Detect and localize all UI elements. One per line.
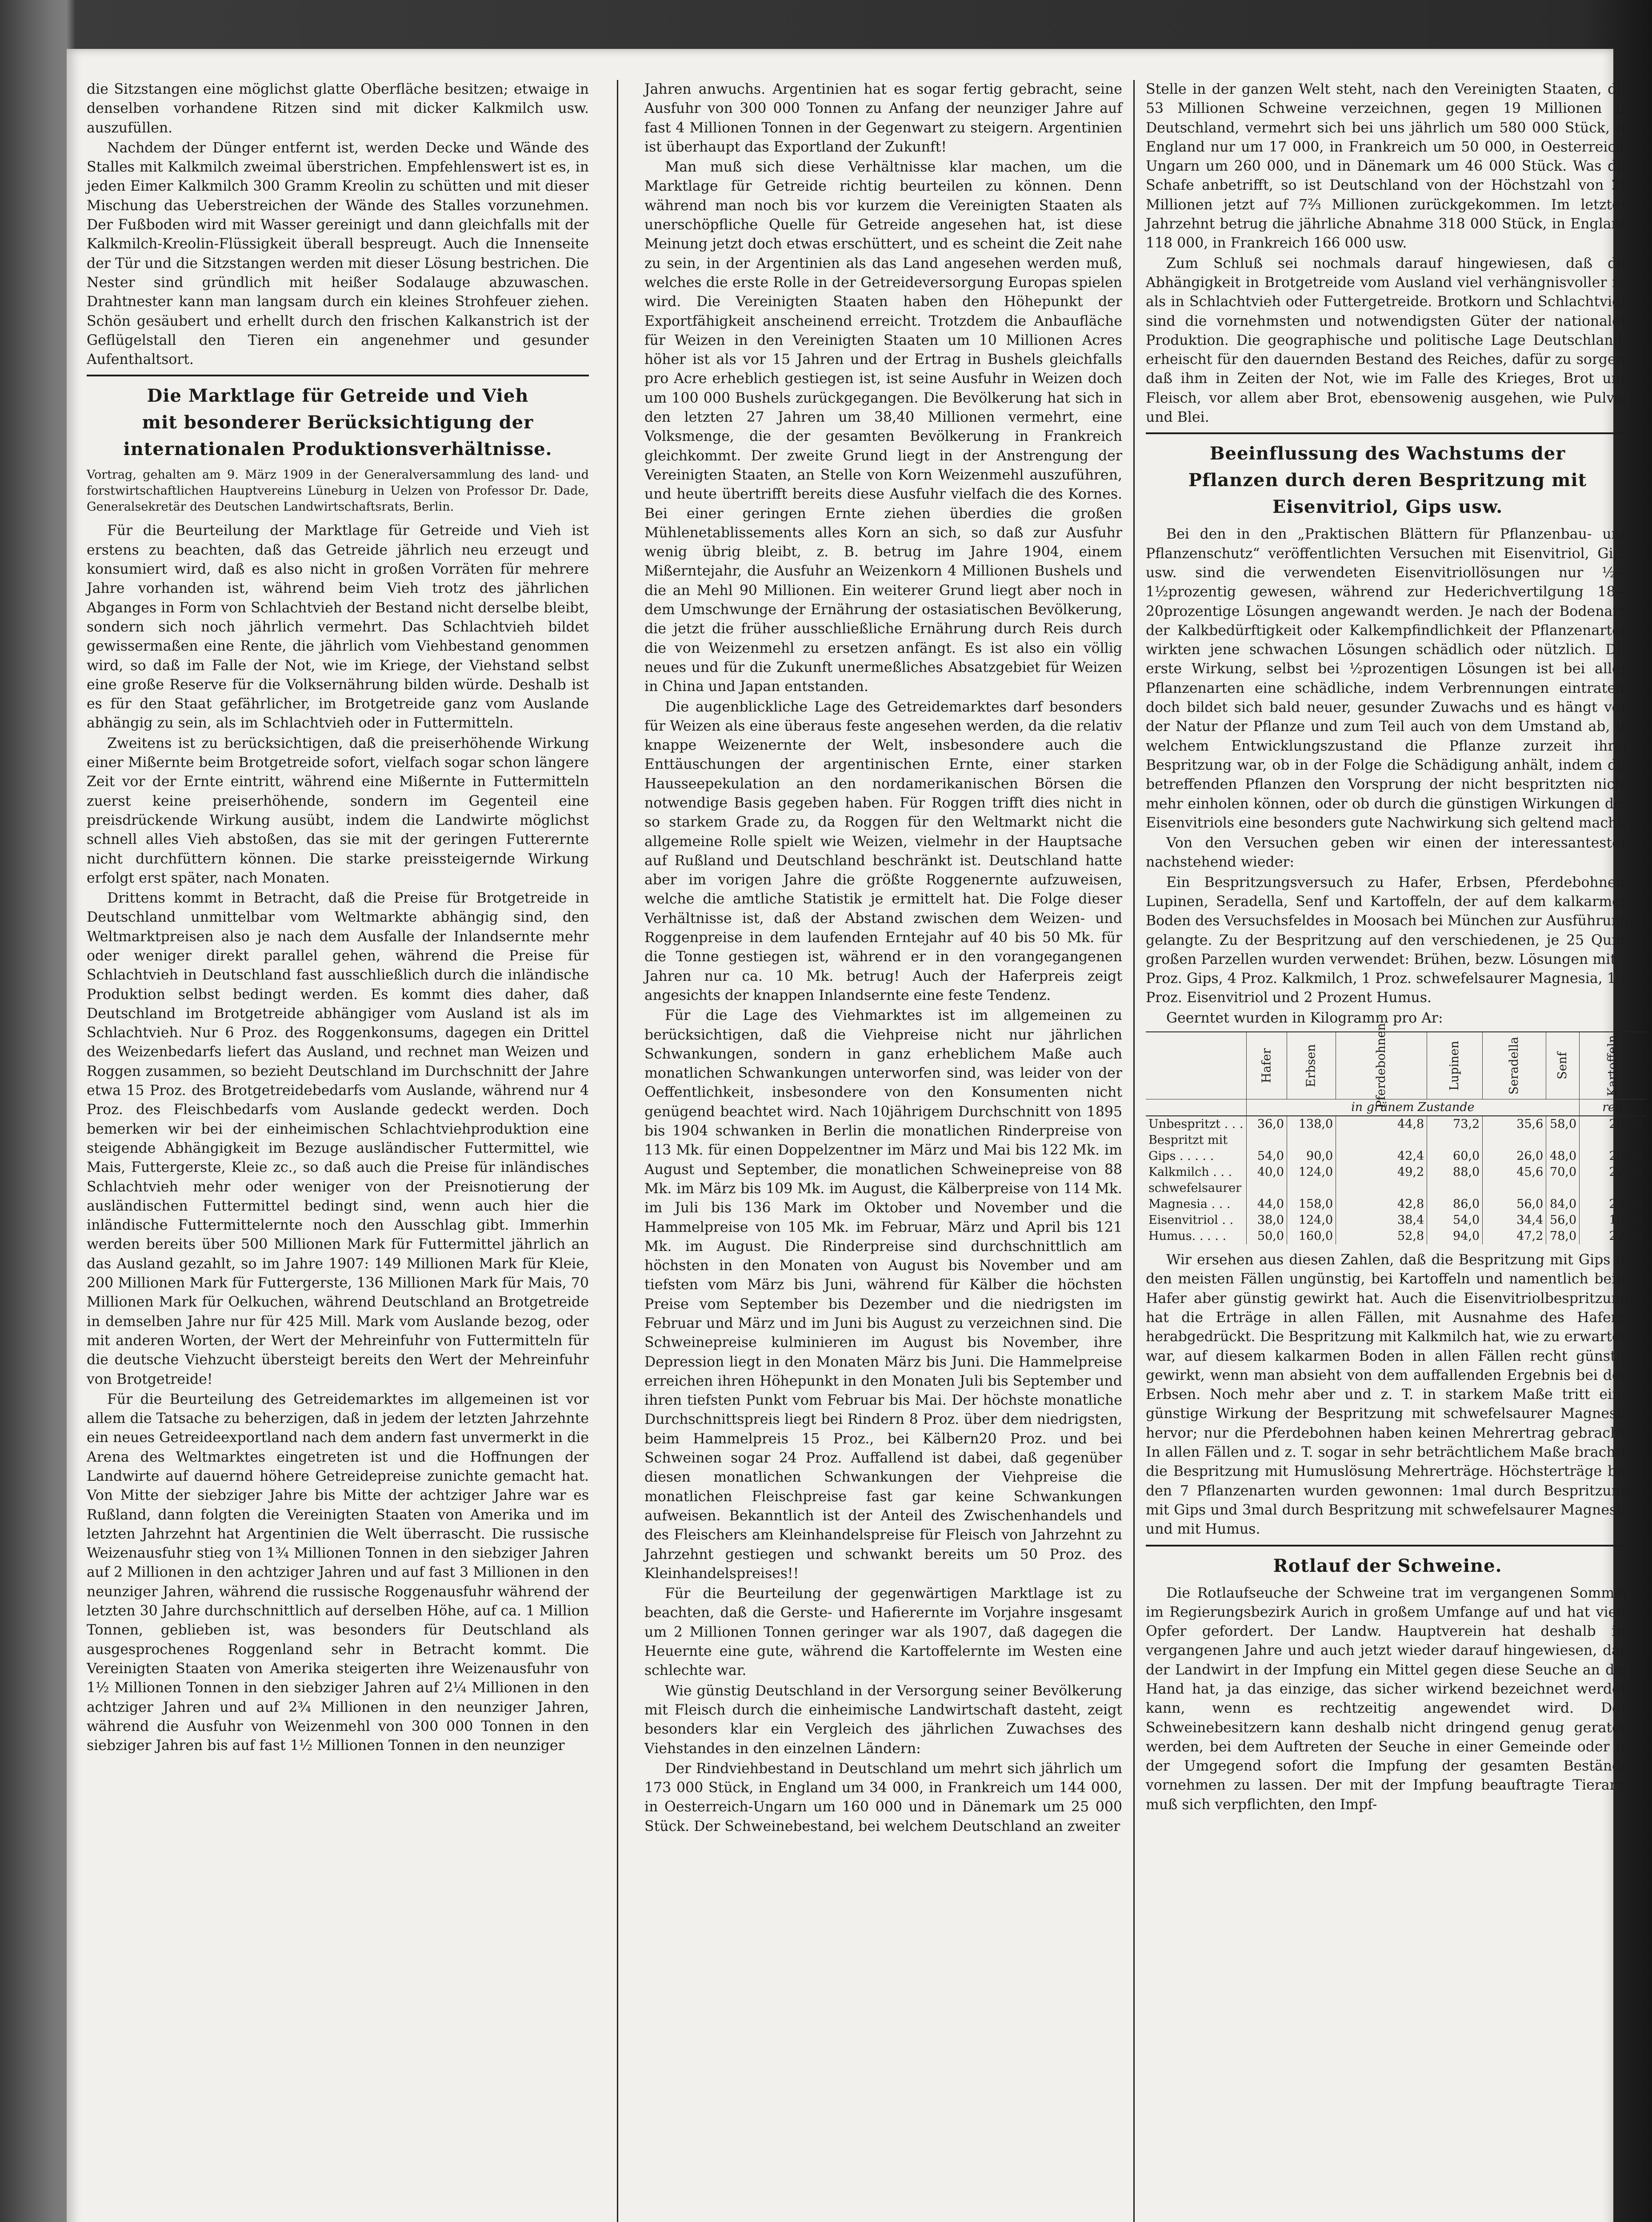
table-cell: 50,0 xyxy=(1246,1228,1287,1244)
table-corner xyxy=(1146,1099,1246,1116)
paragraph: Für die Beurteilung des Getreidemarktes im allgemeinen ist vor allem die Tatsache zu beherzigen, daß in jedem der letzten Jahrzehnte ein neues Getreideexportland nach dem andern fast unvermerkt in die Arena des Weltmarktes eingetreten ist und die Hoffnungen der Landwirte auf dauernd höhere Getreidepreise zunichte gemacht hat. Von Mitte der siebziger Jahre bis Mitte der achtziger Jahre war es Rußland, dann folgten die Vereinigten Staaten von Amerika und im letzten Jahrzehnt hat Argentinien die Welt überrascht. Die russische Weizenausfuhr stieg von 1¾ Millionen Tonnen in den siebziger Jahren auf 2 Millionen in den achtziger Jahren und auf fast 3 Millionen in den neunziger Jahren, während die russische Roggenausfuhr während der letzten 30 Jahre durchschnittlich auf derselben Höhe, auf ca. 1 Million Tonnen, geblieben ist, was besonders für Deutschland als ausgesprochenes Roggenland sehr in Betracht kommt. Die Vereinigten Staaten von Amerika steigerten ihre Weizenausfuhr von 1½ Millionen Tonnen in den siebziger Jahren auf 2¼ Millionen in den achtziger Jahren und auf 2¾ Millionen in den neunziger Jahren, während die Ausfuhr von Weizenmehl von 300 000 Tonnen in den siebziger Jahren bis auf fast 1½ Millionen Tonnen in den neunziger xyxy=(87,1391,589,1754)
table-cell: 45,6 xyxy=(1483,1164,1546,1180)
table-cell xyxy=(1580,1180,1646,1196)
table-row xyxy=(1146,1132,1646,1148)
article-title-rotlauf: Rotlauf der Schweine. xyxy=(1273,1555,1502,1576)
table-cell: 90,0 xyxy=(1287,1148,1336,1164)
table-cell xyxy=(1246,1132,1287,1148)
table-cell xyxy=(1336,1180,1427,1196)
table-cell: 88,0 xyxy=(1427,1164,1483,1180)
article-title-marktlage xyxy=(87,383,589,463)
paragraph: Jahren anwuchs. Argentinien hat es sogar fertig gebracht, seine Ausfuhr von 300 000 Tonnen zu Anfang der neunziger Jahre auf fast 4 Millionen Tonnen in der Gegenwart zu steigern. Argentinien ist überhaupt das Exportland der Zukunft! xyxy=(644,81,1122,155)
table-cell: 158,0 xyxy=(1287,1196,1336,1212)
table-cell: 42,8 xyxy=(1336,1196,1427,1212)
table-subheader-row xyxy=(1146,1099,1646,1116)
paragraph: Von den Versuchen geben wir einen der interessantesten nachstehend wieder: xyxy=(1146,835,1629,871)
table-cell: 38,0 xyxy=(1246,1212,1287,1228)
paragraph: Bei den in den „Praktischen Blättern für Pflanzenbau- und Pflanzenschutz“ veröffentlichten Versuchen mit Eisenvitriol, Gips usw. sind die verwendeten Eisenvitriollösungen nur ½—1½prozentig gewesen, während zur Hederichvertilgung 18—20prozentige Lösungen angewandt werden. Je nach der Bodenart, der Kalkbedürftigkeit oder Kalkempfindlichkeit der Pflanzenarten wirkten jene schwachen Lösungen schädlich oder nützlich. Die erste Wirkung, selbst bei ½prozentigen Lösungen ist bei allen Pflanzenarten eine schädliche, indem Verbrennungen eintraten; doch bildet sich bald neuer, gesunder Zuwachs und es hängt von der Natur der Pflanze und zum Teil auch von dem Umstand ab, in welchem Entwicklungszustand die Pflanze zurzeit ihrer Bespritzung war, ob in der Folge die Schädigung anhält, indem die betreffenden Pflanzen den Vorsprung der nicht bespritzten nicht mehr einholen können, oder ob durch die günstigen Wirkungen des Eisenvitriols eine besonders gute Nachwirkung sich geltend macht. xyxy=(1146,526,1629,831)
table-cell: 44,8 xyxy=(1336,1116,1427,1132)
table-cell: 47,2 xyxy=(1483,1228,1546,1244)
table-cell: 60,0 xyxy=(1427,1148,1483,1164)
table-cell: 58,0 xyxy=(1546,1116,1580,1132)
table-cell: 36,0 xyxy=(1246,1116,1287,1132)
row-label: Bespritzt mit xyxy=(1148,1133,1228,1147)
table-row xyxy=(1146,1228,1646,1244)
table-cell: 56,0 xyxy=(1546,1212,1580,1228)
headline-line: Beeinflussung des Wachstums der xyxy=(1209,443,1566,464)
paragraph: Drittens kommt in Betracht, daß die Preise für Brotgetreide in Deutschland unmittelbar vom Weltmarkte abhängig sind, den Weltmarktpreisen also je nach dem Ausfalle der Inlandsernte mehr oder weniger direkt parallel gehen, während die Preise für Schlachtvieh in Deutschland fast ausschließlich durch die inländische Produktion selbst bedingt werden. Es kommt dies daher, daß Deutschland im Brotgetreide abhängiger vom Ausland ist als im Schlachtvieh. Nur 6 Proz. des Roggenkonsums, dagegen ein Drittel des Weizenbedarfs liefert das Ausland, und rechnet man Weizen und Roggen zusammen, so bezieht Deutschland im Durchschnitt der Jahre etwa 15 Proz. des Brotgetreidebedarfs vom Auslande, während nur 4 Proz. des Fleischbedarfs vom Auslande gedeckt werden. Doch bemerken wir bei der einheimischen Schlachtviehproduktion eine steigende Abhängigkeit im Bezuge ausländischer Futtermittel, wie Mais, Futtergerste, Kleie zc., so daß auch die Preise für inländisches Schlachtvieh mehr oder weniger von der Preisnotierung der ausländischen Futtermittel bedingt sind, wenn auch hier die inländische Futtermittelernte noch den Ausschlag gibt. Immerhin werden bereits über 500 Millionen Mark für Futtermittel jährlich an das Ausland gezahlt, so im Jahre 1907: 149 Millionen Mark für Kleie, 200 Millionen Mark für Futtergerste, 136 Millionen Mark für Mais, 70 Millionen Mark für Oelkuchen, während Deutschland an Brotgetreide in demselben Jahre nur für 425 Mill. Mark vom Auslande bezog, oder mit anderen Worten, der Wert der Mehreinfuhr von Futtermitteln für die deutsche Viehzucht übersteigt bereits den Wert der Mehreinfuhr von Brotgetreide! xyxy=(87,890,589,1387)
paragraph: Geerntet wurden in Kilogramm pro Ar: xyxy=(1166,1010,1443,1026)
right-column xyxy=(1146,80,1644,1815)
table-cell: 70,0 xyxy=(1546,1164,1580,1180)
row-label: Gips . . . . . xyxy=(1148,1149,1214,1163)
table-cell: 35,6 xyxy=(1483,1116,1546,1132)
table-cell: 124,0 xyxy=(1287,1164,1336,1180)
paragraph: Die augenblickliche Lage des Getreidemarktes darf besonders für Weizen als eine überaus feste angesehen werden, da die relativ knappe Weizenernte der Welt, insbesondere auch die Enttäuschungen der argentinischen Ernte, einer starken Hausseepekulation an den nordamerikanischen Börsen die notwendige Basis gegeben haben. Für Roggen trifft dies nicht in so starkem Grade zu, da Roggen für den Weltmarkt nicht die allgemeine Rolle spielt wie Weizen, vielmehr in der Hauptsache auf Rußland und Deutschland beschränkt ist. Deutschland hatte aber im vorigen Jahre die größte Roggenernte aufzuweisen, welche die amtliche Statistik je ermittelt hat. Die Folge dieser Verhältnisse ist, daß der Abstand zwischen dem Weizen- und Roggenpreise in dem laufenden Erntejahr auf 40 bis 50 Mk. für die Tonne gestiegen ist, während er in den vorangegangenen Jahren nur ca. 10 Mk. betrug! Auch der Haferpreis zeigt angesichts der knappen Inlandsernte eine feste Tendenz. xyxy=(644,699,1122,1003)
table-corner xyxy=(1146,1032,1246,1099)
table-row xyxy=(1146,1164,1646,1180)
table-cell: 48,0 xyxy=(1546,1148,1580,1164)
column-header: Seradella xyxy=(1483,1032,1546,1099)
headline-line: Die Marktlage für Getreide und Vieh xyxy=(147,385,529,407)
table-cell: 226,0 xyxy=(1580,1164,1646,1180)
table-cell: 38,4 xyxy=(1336,1212,1427,1228)
column-header: Hafer xyxy=(1246,1032,1287,1099)
row-label: Kalkmilch . . . xyxy=(1148,1165,1232,1179)
table-cell xyxy=(1427,1180,1483,1196)
table-cell xyxy=(1546,1180,1580,1196)
paragraph: Zum Schluß sei nochmals darauf hingewiesen, daß die Abhängigkeit in Brotgetreide vom Ausland viel verhängnisvoller ist als in Schlachtvieh oder Futtergetreide. Brotkorn und Schlachtvieh sind die vornehmsten und notwendigsten Güter der nationalen Produktion. Die geographische und politische Lage Deutschlands erheischt für den dauernden Bestand des Reiches, dafür zu sorgen, daß ihm in Zeiten der Not, wie im Falle des Krieges, Brot und Fleisch, vor allem aber Brot, ebensowenig ausgehen, wie Pulver und Blei. xyxy=(1146,255,1629,426)
table-cell: 160,0 xyxy=(1287,1228,1336,1244)
column-header: Senf xyxy=(1546,1032,1580,1099)
paragraph: Für die Lage des Viehmarktes ist im allgemeinen zu berücksichtigen, daß die Viehpreise nicht nur jährlichen Schwankungen, sondern in ganz erheblichem Maße auch monatlichen Schwankungen unterworfen sind, was leider von der Oeffentlichkeit, insbesondere von den Konsumenten nicht genügend beachtet wird. Nach 10jährigem Durchschnitt von 1895 bis 1904 schwanken in Berlin die monatlichen Rinderpreise von 113 Mk. für einen Doppelzentner im März und Mai bis 122 Mk. im August und September, die monatlichen Schweinepreise von 88 Mk. im März bis 109 Mk. im August, die Kälberpreise von 114 Mk. im Juli bis 136 Mark im Oktober und November und die Hammelpreise von 105 Mk. im Februar, März und April bis 121 Mk. im August. Die Rinderpreise sind durchschnittlich am höchsten in den Monaten von August bis November und am tiefsten vom März bis Juni, während für Kälber die höchsten Preise vom September bis Dezember und die niedrigsten im Februar und März und im Juni bis August zu verzeichnen sind. Die Schweinepreise kulminieren im August bis November, ihre Depression liegt in den Monaten März bis Juni. Die Hammelpreise erreichen ihren Höhepunkt in den Monaten Juli bis September und ihren tiefsten Punkt vom Februar bis Mai. Der höchste monatliche Durchschnittspreis liegt bei Rindern 8 Proz. über dem niedrigsten, beim Hammelpreis 15 Proz., bei Kälbern20 Proz. und bei Schweinen sogar 24 Proz. Auffallend ist dabei, daß gegenüber diesen monatlichen Schwankungen der Viehpreise die monatlichen Fleischpreise fast gar keine Schwankungen aufweisen. Bekanntlich ist der Anteil des Zwischenhandels und des Fleischers am Kleinhandelspreise für Fleisch von Jahrzehnt zu Jahrzehnt gestiegen und schwankt bereits um 50 Proz. des Kleinhandelspreises!! xyxy=(644,1007,1122,1582)
column-header: Erbsen xyxy=(1287,1032,1336,1099)
table-row xyxy=(1146,1148,1646,1164)
table-cell: 222,0 xyxy=(1580,1228,1646,1244)
paragraph: Ein Bespritzungsversuch zu Hafer, Erbsen, Pferdebohnen, Lupinen, Seradella, Senf und Kartoffeln, der auf dem kalkarmen Boden des Versuchsfeldes in Moosach bei München zur Ausführung gelangte. Zu der Bespritzung auf den verschiedenen, je 25 Qum. großen Parzellen wurden verwendet: Brühen, bezw. Lösungen mit 2 Proz. Gips, 4 Proz. Kalkmilch, 1 Proz. schwefelsaurer Magnesia, 1,5 Proz. Eisenvitriol und 2 Prozent Humus. xyxy=(1146,874,1629,1006)
row-label: schwefelsaurer xyxy=(1148,1181,1242,1195)
table-row xyxy=(1146,1196,1646,1212)
row-label: Humus. . . . . xyxy=(1148,1229,1227,1243)
paragraph: Die Rotlaufseuche der Schweine trat im vergangenen Sommer im Regierungsbezirk Aurich in großem Umfange auf und hat viele Opfer gefordert. Der Landw. Hauptverein hat deshalb im vergangenen Jahre und auch jetzt wieder darauf hingewiesen, daß der Landwirt in der Impfung ein Mittel gegen diese Seuche an der Hand hat, ja das einzige, das sicher wirkend bezeichnet werden kann, wenn es rechtzeitig angewendet wird. Den Schweinebesitzern kann deshalb nicht dringend genug geraten werden, bei dem Auftreten der Seuche in einer Gemeinde oder in der Umgegend sofort die Impfung der gesamten Bestände vornehmen zu lassen. Der mit der Impfung beauftragte Tierarzt muß sich verpflichten, den Impf- xyxy=(1146,1585,1629,1813)
article-title-eisenvitriol xyxy=(1146,440,1629,520)
table-cell: 190,0 xyxy=(1580,1212,1646,1228)
table-cell xyxy=(1483,1180,1546,1196)
headline-line: Pflanzen durch deren Bespritzung mit xyxy=(1188,470,1587,491)
table-cell xyxy=(1580,1132,1646,1148)
table-cell: 54,0 xyxy=(1427,1212,1483,1228)
paragraph: Für die Beurteilung der Marktlage für Getreide und Vieh ist erstens zu beachten, daß das Getreide jährlich neu erzeugt und konsumiert wird, daß es also nicht in großen Vorräten für mehrere Jahre vorhanden ist, während beim Vieh trotz des jährlichen Abganges in Form von Schlachtvieh der Bestand nicht derselbe bleibt, sondern sich noch jährlich vermehrt. Das Schlachtvieh bildet gewissermaßen eine Rente, die jährlich vom Viehbestand genommen wird, so daß im Falle der Not, wie im Kriege, der Viehstand selbst eine große Reserve für die Volksernährung bilden würde. Deshalb ist es für den Staat gefährlicher, im Brotgetreide ganz vom Auslande abhängig zu sein, als im Schlachtvieh oder in Futtermitteln. xyxy=(87,523,589,731)
table-cell: 49,2 xyxy=(1336,1164,1427,1180)
row-label: Eisenvitriol . . xyxy=(1148,1213,1234,1227)
row-label: Magnesia . . . xyxy=(1148,1197,1231,1211)
table-cell: 40,0 xyxy=(1246,1164,1287,1180)
harvest-table xyxy=(1146,1023,1646,1244)
article-note: Vortrag, gehalten am 9. März 1909 in der Generalversammlung des land- und forstwirtschaftlichen Hauptvereins Lüneburg in Uelzen von Professor Dr. Dade, Generalsekretär des Deutschen Landwirtschaftsrats, Berlin. xyxy=(87,468,589,514)
section-rule xyxy=(1146,1545,1629,1547)
table-cell xyxy=(1287,1132,1336,1148)
subheader-ripe: reif xyxy=(1580,1099,1646,1116)
section-rule xyxy=(87,375,589,376)
table-cell: 34,4 xyxy=(1483,1212,1546,1228)
paragraph: Man muß sich diese Verhältnisse klar machen, um die Marktlage für Getreide richtig beurteilen zu können. Denn während man noch bis vor kurzem die Vereinigten Staaten als unerschöpfliche Quelle für Getreide angesehen hat, ist diese Meinung jetzt doch etwas erschüttert, und es scheint die Zeit nahe zu sein, in der Argentinien als das Land angesehen werden muß, welches die erste Rolle in der Getreideversorgung Europas spielen wird. Die Vereinigten Staaten haben den Höhepunkt der Exportfähigkeit anscheinend erreicht. Trotzdem die Anbaufläche für Weizen in den Vereinigten Staaten um 10 Millionen Acres höher ist als vor 15 Jahren und der Ertrag in Bushels gleichfalls pro Acre erheblich gestiegen ist, ist seine Ausfuhr in Weizen doch um 100 000 Bushels zurückgegangen. Die Bevölkerung hat sich in den letzten 27 Jahren um 38,40 Millionen vermehrt, eine Volksmenge, die der gesamten Bevölkerung in Frankreich gleichkommt. Der zweite Grund liegt in der Anstrengung der Vereinigten Staaten, an Stelle von Korn Weizenmehl auszuführen, und heute übertrifft bereits diese Ausfuhr vielfach die des Kornes. Bei einer geringen Ernte ziehen überdies die großen Mühlenetablissements alles Korn an sich, so daß zur Ausfuhr wenig übrig bleibt, z. B. betrug im Jahre 1904, einem Mißerntejahr, die Ausfuhr an Weizenkorn 4 Millionen Bushels und die an Mehl 90 Millionen. Ein weiterer Grund liegt aber noch in dem Umschwunge der Ernährung der ostasiatischen Bevölkerung, die jetzt die früher ausschließliche Ernährung durch Reis durch die von Weizenmehl zu ersetzen anfängt. Es ist also ein völlig neues und für die Zukunft unermeßliches Absatzgebiet für Weizen in China und Japan entstanden. xyxy=(644,159,1122,695)
table-cell xyxy=(1287,1180,1336,1196)
table-cell: 54,0 xyxy=(1246,1148,1287,1164)
left-column xyxy=(87,80,589,1756)
table-cell: 52,8 xyxy=(1336,1228,1427,1244)
table-cell: 94,0 xyxy=(1427,1228,1483,1244)
subheader-green: in grünem Zustande xyxy=(1246,1099,1580,1116)
table-cell: 26,0 xyxy=(1483,1148,1546,1164)
section-rule xyxy=(1146,432,1629,434)
paragraph: Wie günstig Deutschland in der Versorgung seiner Bevölkerung mit Fleisch durch die einheimische Landwirtschaft dasteht, zeigt besonders klar ein Vergleich des jährlichen Zuwachses des Viehstandes in den einzelnen Ländern: xyxy=(644,1682,1122,1757)
table-cell: 206,0 xyxy=(1580,1116,1646,1132)
table-cell: 138,0 xyxy=(1287,1116,1336,1132)
table-cell xyxy=(1546,1132,1580,1148)
row-label: Unbespritzt . . . xyxy=(1148,1117,1244,1131)
table-cell xyxy=(1483,1132,1546,1148)
column-rule-right xyxy=(1133,80,1135,2222)
column-rule-left xyxy=(617,80,618,2222)
table-cell: 56,0 xyxy=(1483,1196,1546,1212)
paragraph: Stelle in der ganzen Welt steht, nach den Vereinigten Staaten, die 53 Millionen Schweine verzeichnen, gegen 19 Millionen in Deutschland, vermehrt sich bei uns jährlich um 580 000 Stück, in England nur um 17 000, in Frankreich um 50 000, in Oesterreich-Ungarn um 260 000, und in Dänemark um 46 000 Stück. Was die Schafe anbetrifft, so ist Deutschland von der Höchstzahl von 28 Millionen jetzt auf 7⅔ Millionen zurückgekommen. Im letzten Jahrzehnt betrug die jährliche Abnahme 318 000 Stück, in England 118 000, in Frankreich 166 000 usw. xyxy=(1146,81,1629,252)
column-header: Pferdebohnen xyxy=(1336,1032,1427,1099)
table-cell: 42,4 xyxy=(1336,1148,1427,1164)
column-header: Lupinen xyxy=(1427,1032,1483,1099)
paragraph: die Sitzstangen eine möglichst glatte Oberfläche besitzen; etwaige in denselben vorhandene Ritzen sind mit dicker Kalkmilch usw. auszufüllen. xyxy=(87,81,589,136)
table-row xyxy=(1146,1116,1646,1132)
table-cell: 84,0 xyxy=(1546,1196,1580,1212)
table-cell: 208,0 xyxy=(1580,1148,1646,1164)
table-cell: 44,0 xyxy=(1246,1196,1287,1212)
paragraph: Wir ersehen aus diesen Zahlen, daß die Bespritzung mit Gips in den meisten Fällen ungünstig, bei Kartoffeln und namentlich beim Hafer aber günstig gewirkt hat. Auch die Eisenvitriolbespritzung hat die Erträge in allen Fällen, mit Ausnahme des Hafers, herabgedrückt. Die Bespritzung mit Kalkmilch hat, wie zu erwarten war, auf diesem kalkarmen Boden in allen Fällen recht günstig gewirkt, wenn man absieht von dem auffallenden Ergebnis bei den Erbsen. Noch mehr aber und z. T. in starkem Maße tritt eine günstige Wirkung der Bespritzung mit schwefelsaurer Magnesia hervor; nur die Pferdebohnen haben keinen Mehrertrag gebracht. In allen Fällen und z. T. sogar in sehr beträchtlichem Maße brachte die Bespritzung mit Humuslösung Mehrerträge. Höchsterträge bei den 7 Pflanzenarten wurden gewonnen: 1mal durch Bespritzung mit Gips und 3mal durch Bespritzung mit schwefelsaurer Magnesia und mit Humus. xyxy=(1146,1252,1629,1538)
middle-column xyxy=(644,80,1122,1837)
headline-line: Eisenvitriol, Gips usw. xyxy=(1272,496,1503,518)
table-cell: 86,0 xyxy=(1427,1196,1483,1212)
table-body xyxy=(1146,1116,1646,1244)
table-cell: 73,2 xyxy=(1427,1116,1483,1132)
table-cell xyxy=(1336,1132,1427,1148)
column-header: Kartoffeln xyxy=(1580,1032,1646,1099)
table-cell xyxy=(1427,1132,1483,1148)
table-cell: 232,0 xyxy=(1580,1196,1646,1212)
paragraph: Zweitens ist zu berücksichtigen, daß die preiserhöhende Wirkung einer Mißernte beim Brotgetreide sofort, vielfach sogar schon längere Zeit vor der Ernte eintritt, während eine Mißernte in Futtermitteln zuerst keine preiserhöhende, sondern im Gegenteil eine preisdrückende Wirkung ausübt, indem die Landwirte möglichst schnell alles Vieh abstoßen, das sie mit der geringen Futterernte nicht durchfüttern können. Die starke preissteigernde Wirkung erfolgt erst später, nach Monaten. xyxy=(87,735,589,886)
paragraph: Der Rindviehbestand in Deutschland um mehrt sich jährlich um 173 000 Stück, in England um 34 000, in Frankreich um 144 000, in Oesterreich-Ungarn um 160 000 und in Dänemark um 25 000 Stück. Der Schweinebestand, bei welchem Deutschland an zweiter xyxy=(644,1760,1122,1834)
table-row xyxy=(1146,1180,1646,1196)
headline-line: internationalen Produktionsverhältnisse. xyxy=(123,439,552,460)
table-header-row xyxy=(1146,1032,1646,1099)
table-cell: 124,0 xyxy=(1287,1212,1336,1228)
headline-line: mit besonderer Berücksichtigung der xyxy=(142,412,534,433)
paragraph: Für die Beurteilung der gegenwärtigen Marktlage ist zu beachten, daß die Gerste- und Hafierernte im Vorjahre insgesamt um 2 Millionen Tonnen geringer war als 1907, daß dagegen die Heuernte eine gute, während die Kartoffelernte im Westen eine schlechte war. xyxy=(644,1586,1122,1679)
table-cell: 78,0 xyxy=(1546,1228,1580,1244)
table-row xyxy=(1146,1212,1646,1228)
paragraph: Nachdem der Dünger entfernt ist, werden Decke und Wände des Stalles mit Kalkmilch zweimal überstrichen. Empfehlenswert ist es, in jeden Eimer Kalkmilch 300 Gramm Kreolin zu schütten und mit dieser Mischung das Ueberstreichen der Wände des Stalles vorzunehmen. Der Fußboden wird mit Wasser gereinigt und dann gleichfalls mit der Kalkmilch-Kreolin-Flüssigkeit überall bespreugt. Auch die Innenseite der Tür und die Sitzstangen werden mit dieser Lösung bestrichen. Die Nester sind gründlich mit heißer Sodalauge abzuwaschen. Drahtnester kann man langsam durch ein kleines Strohfeuer ziehen. Schön gesäubert und erhellt durch den frischen Kalkanstrich ist der Geflügelstall den Tieren ein angenehmer und gesunder Aufenthaltsort. xyxy=(87,140,589,368)
table-cell xyxy=(1246,1180,1287,1196)
